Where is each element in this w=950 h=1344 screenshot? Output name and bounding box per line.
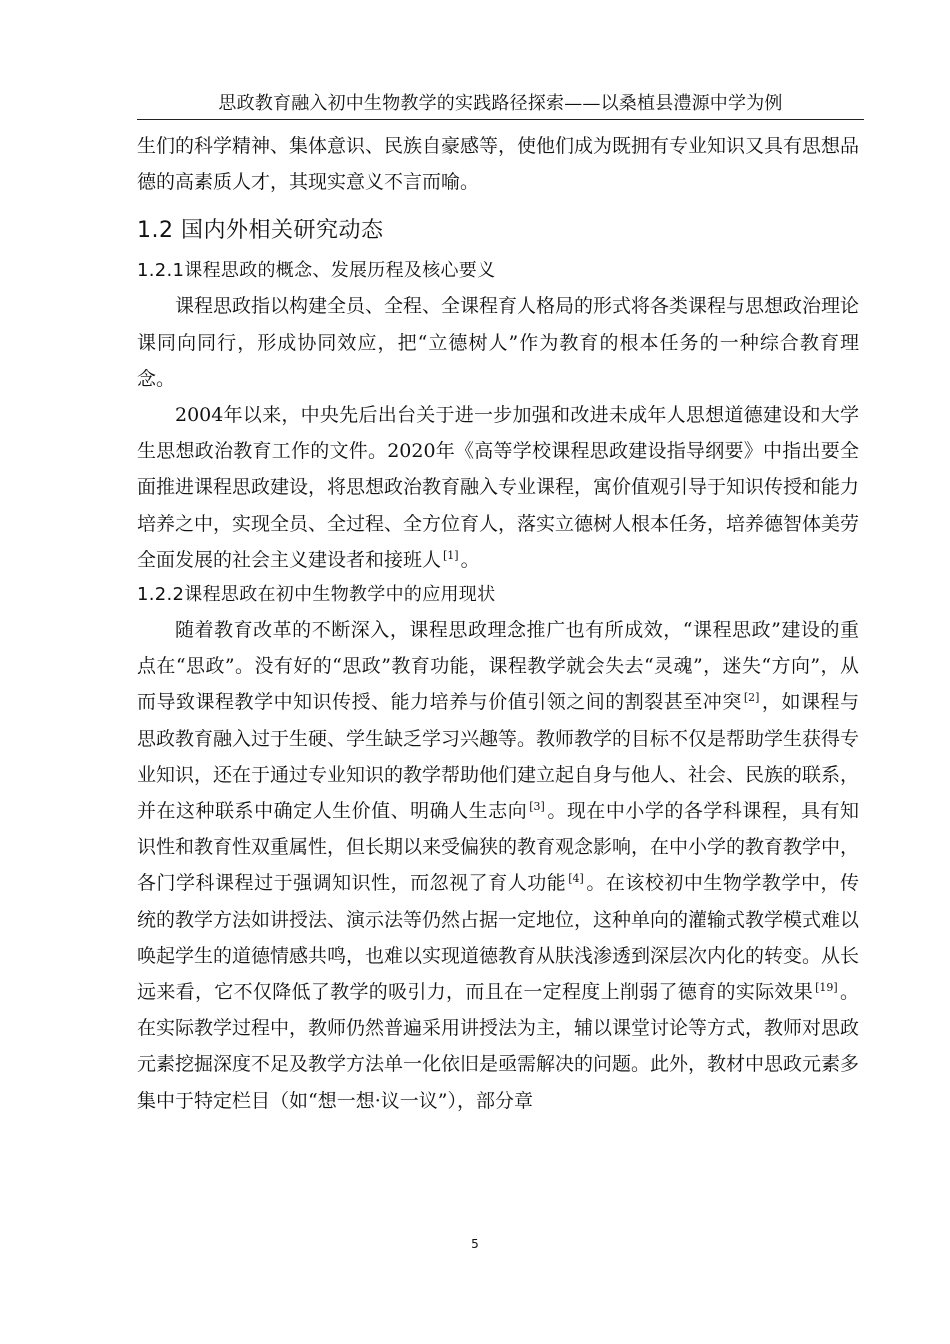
paragraph-history bbox=[137, 397, 859, 578]
paragraph-text: 2004年以来，中央先后出台关于进一步加强和改进未成年人思想道德建设和大学生思想政治教育工作的文件。2020年《高等学校课程思政建设指导纲要》中指出要全面推进课程思政建设，将思想政治教育融入专业课程，寓价值观引导于知识传授和能力培养之中，实现全员、全过程、全方位育人，落实立德树人根本任务，培养德智体美劳全面发展的社会主义建设者和接班人 bbox=[137, 404, 860, 571]
section-heading-1-2: 1.2 国内外相关研究动态 bbox=[137, 218, 384, 244]
paragraph-text: ，如课程与思政教育融入过于生硬、学生缺乏学习兴趣等。教师教学的目标不仅是帮助学生获得专业知识，还在于通过专业知识的教学帮助他们建立起自身与他人、社会、民族的联系，并在这种联系中确定人生价值、明确人生志向 bbox=[137, 691, 860, 823]
paragraph-text: 。在该校初中生物学教学中，传统的教学方法如讲授法、演示法等仍然占据一定地位，这种单向的灌输式教学模式难以唤起学生的道德情感共鸣，也难以实现道德教育从肤浅渗透到深层次内化的转变。从长远来看，它不仅降低了教学的吸引力，而且在一定程度上削弱了德育的实际效果 bbox=[137, 872, 860, 1004]
citation-19: [19] bbox=[815, 981, 838, 995]
paragraph-text: 。在实际教学过程中，教师仍然普遍采用讲授法为主，辅以课堂讨论等方式，教师对思政元素挖掘深度不足及教学方法单一化依旧是亟需解决的问题。此外，教材中思政元素多集中于特定栏目（如“想一想·议一议”），部分章 bbox=[137, 981, 860, 1112]
subsection-heading-1-2-2: 1.2.2课程思政在初中生物教学中的应用现状 bbox=[137, 584, 496, 606]
subsection-heading-1-2-1: 1.2.1课程思政的概念、发展历程及核心要义 bbox=[137, 260, 496, 282]
paragraph-definition: 课程思政指以构建全员、全程、全课程育人格局的形式将各类课程与思想政治理论课同向同行，形成协同效应，把“立德树人”作为教育的根本任务的一种综合教育理念。 bbox=[137, 295, 860, 390]
paragraph-status bbox=[137, 612, 859, 1119]
page-body bbox=[137, 128, 859, 1119]
citation-1: [1] bbox=[443, 548, 459, 562]
paragraph-text: 。现在中小学的各学科课程，具有知识性和教育性双重属性，但长期以来受偏狭的教育观念影响，在中小学的教育教学中，各门学科课程过于强调知识性，而忽视了育人功能 bbox=[137, 800, 860, 895]
running-header: 思政教育融入初中生物教学的实践路径探索——以桑植县澧源中学为例 bbox=[218, 93, 783, 114]
paragraph-text: 随着教育改革的不断深入，课程思政理念推广也有所成效，“课程思政”建设的重点在“思政”。没有好的“思政”教育功能，课程教学就会失去“灵魂”，迷失“方向”，从而导致课程教学中知识传授、能力培养与价值引领之间的割裂甚至冲突 bbox=[137, 619, 859, 714]
citation-3: [3] bbox=[529, 800, 545, 814]
paragraph-text: 。 bbox=[460, 548, 480, 571]
page-number: 5 bbox=[471, 1237, 479, 1251]
citation-4: [4] bbox=[568, 872, 584, 886]
header-rule bbox=[137, 119, 864, 120]
citation-2: [2] bbox=[743, 691, 760, 705]
paragraph-continuation: 生们的科学精神、集体意识、民族自豪感等，使他们成为既拥有专业知识又具有思想品德的高素质人才，其现实意义不言而喻。 bbox=[137, 135, 860, 194]
